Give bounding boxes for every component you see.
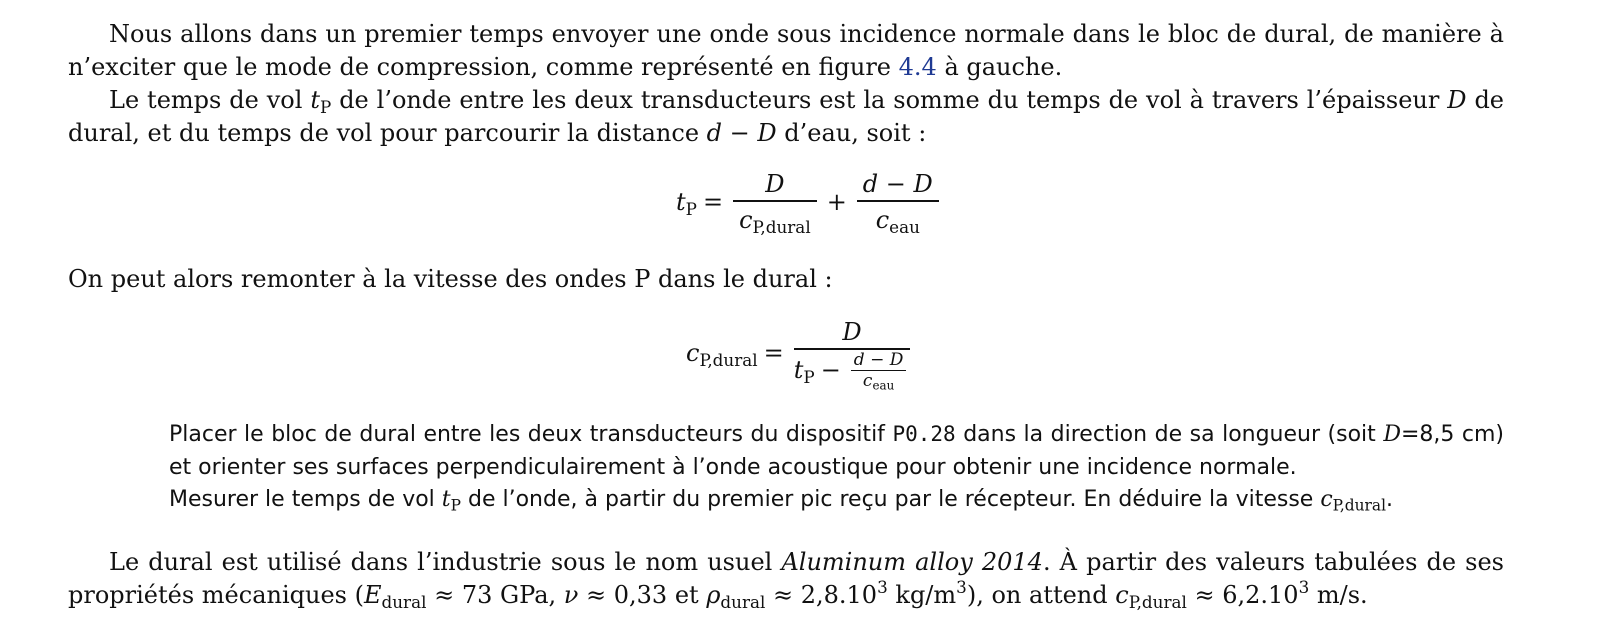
eq2-numerator: D (842, 318, 862, 346)
density-symbol: ρ (706, 581, 721, 609)
eq2-equals: = (763, 339, 784, 367)
alloy-name: Aluminum alloy 2014 (781, 548, 1043, 576)
tp-symbol: $t_P$ (310, 86, 332, 118)
youngs-modulus-symbol: E (363, 581, 382, 609)
intro-text: Nous allons dans un premier temps envoyer une onde sous incidence normale dans le bloc de dural, de manière à n’exciter que le mode de compression, comme représenté en figure (68, 20, 1504, 81)
eq2-inner-denominator: $c_{eau}$ (862, 371, 895, 393)
instruction-place-block: Placer le bloc de dural entre les deux transducteurs du dispositif P0.28 dans la direction de sa longueur (soit D=8,5 cm) et orienter ses surfaces perpendiculairement à l’onde acoustique pour obtenir une incidence normale. (169, 422, 1505, 480)
eq1-fraction-water (857, 168, 939, 238)
eq1-frac2-denominator: $c_{eau}$ (875, 205, 920, 237)
intro-text-end: à gauche. (936, 53, 1063, 81)
instruction-measure: Mesurer le temps de vol $t_P$ de l’onde, à partir du premier pic reçu par le récepteur. En déduire la vitesse $c_{P,dural}$. (169, 487, 1393, 515)
velocity-symbol: $c_{P,dural}$ (1320, 487, 1386, 515)
device-code: P0.28 (892, 422, 956, 446)
eq2-fraction (794, 316, 911, 391)
tp-symbol: $t_P$ (441, 487, 461, 515)
thickness-symbol: D (1383, 422, 1401, 447)
eq1-lhs: $t_P$ (676, 188, 697, 220)
paragraph-expected-value: Le dural est utilisé dans l’industrie sous le nom usuel Aluminum alloy 2014. À partir des valeurs tabulées de ses propriétés mécaniques ($E_{dural} \approx 73$ GPa, ν ≈ 0,33 et $\rho_{dural} \approx 2,8.10^3$ $kg/m^3$), on attend $c_{P,dural} \approx 6,2.10^3$ m/s. (68, 548, 1504, 613)
paragraph-intro (68, 18, 1504, 84)
eq2-minus: − (820, 356, 841, 385)
water-distance-symbol: d − D (706, 119, 777, 147)
figure-reference-link[interactable]: 4.4 (898, 53, 937, 81)
eq2-inner-numerator: d − D (853, 349, 904, 370)
paragraph-time-of-flight (68, 84, 1504, 150)
paragraph-velocity: On peut alors remonter à la vitesse des ondes P dans le dural : (68, 265, 833, 293)
eq1-frac1-numerator: D (765, 170, 785, 198)
eq2-denominator: $t_P$ − $\frac{d - D}{c_{eau}}$ (794, 350, 911, 392)
tof-text-b: de l’onde entre les deux transducteurs est la somme du temps de vol à travers l’épaisseur (331, 86, 1448, 114)
tof-text-a: Le temps de vol (109, 86, 311, 114)
instruction-block (169, 418, 1504, 517)
tof-text-d: d’eau, soit : (776, 119, 927, 147)
eq1-fraction-dural (733, 168, 817, 238)
eq2-lhs: $c_{P,dural}$ (686, 339, 758, 371)
thickness-symbol: D (1447, 86, 1467, 114)
equation-velocity (686, 316, 914, 391)
equation-time-of-flight (676, 168, 943, 238)
eq2-inner-fraction (851, 350, 907, 392)
eq1-frac1-denominator: $c_{P,dural}$ (739, 205, 811, 237)
eq1-frac2-numerator: d − D (862, 170, 933, 198)
tof-text-c: de dural, et du temps de vol pour parcourir la distance (68, 86, 1505, 147)
eq1-equals: = (702, 188, 724, 217)
eq1-plus: + (826, 188, 847, 217)
poisson-ratio-symbol: ν (563, 581, 579, 609)
velocity-symbol: $c_{P,dural}$ (1115, 581, 1187, 613)
